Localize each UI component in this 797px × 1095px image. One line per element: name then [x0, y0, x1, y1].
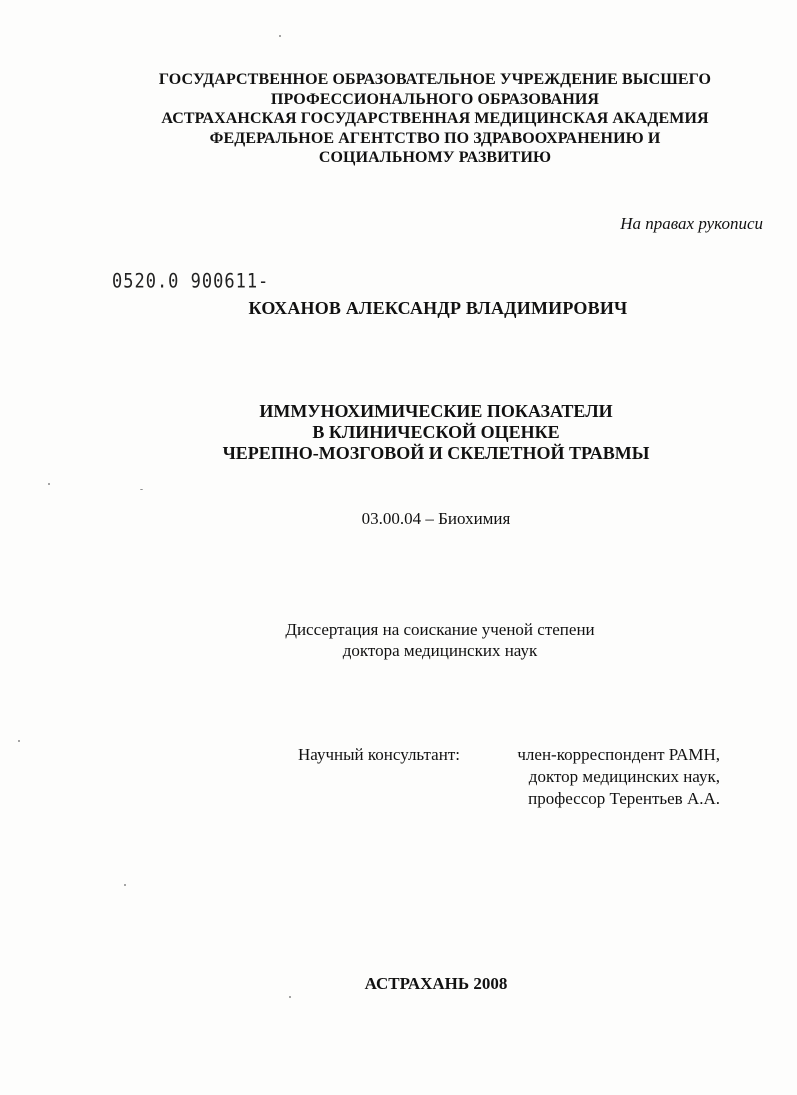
degree-line: доктора медицинских наук — [342, 641, 538, 660]
institution-line: ФЕДЕРАЛЬНОЕ АГЕНТСТВО ПО ЗДРАВООХРАНЕНИЮ И — [209, 129, 661, 147]
consultant-line: профессор Терентьев А.А. — [528, 789, 720, 808]
institution-line: АСТРАХАНСКАЯ ГОСУДАРСТВЕННАЯ МЕДИЦИНСКАЯ АКАДЕМИЯ — [161, 110, 709, 127]
institution-line: СОЦИАЛЬНОМУ РАЗВИТИЮ — [318, 149, 552, 166]
institution-header — [100, 70, 770, 168]
title-line: ИММУНОХИМИЧЕСКИЕ ПОКАЗАТЕЛИ — [259, 401, 613, 421]
scan-speck — [279, 35, 281, 37]
title-line: ЧЕРЕПНО-МОЗГОВОЙ И СКЕЛЕТНОЙ ТРАВМЫ — [222, 443, 650, 463]
title-line: В КЛИНИЧЕСКОЙ ОЦЕНКЕ — [312, 422, 560, 442]
dissertation-title — [100, 401, 772, 464]
city-year: АСТРАХАНЬ 2008 — [364, 974, 508, 993]
degree-line: Диссертация на соискание ученой степени — [285, 620, 595, 639]
scan-speck — [140, 489, 143, 490]
scan-speck — [48, 483, 50, 485]
scan-speck — [289, 996, 291, 998]
scan-speck — [18, 740, 20, 742]
institution-line: ПРОФЕССИОНАЛЬНОГО ОБРАЗОВАНИЯ — [270, 90, 600, 108]
scan-speck — [124, 884, 126, 886]
consultant-line: доктор медицинских наук, — [528, 767, 720, 786]
degree-statement — [100, 619, 780, 661]
consultant-details — [478, 744, 720, 810]
archive-code-stamp: 0520.0 900611- — [112, 270, 270, 293]
rights-note: На правах рукописи — [620, 214, 763, 233]
specialty-code: 03.00.04 – Биохимия — [361, 509, 511, 528]
consultant-label: Научный консультант: — [298, 745, 460, 764]
institution-line: ГОСУДАРСТВЕННОЕ ОБРАЗОВАТЕЛЬНОЕ УЧРЕЖДЕНИЕ ВЫСШЕГО — [158, 71, 712, 88]
consultant-line: член-корреспондент РАМН, — [517, 745, 720, 764]
author-name: КОХАНОВ АЛЕКСАНДР ВЛАДИМИРОВИЧ — [248, 298, 628, 318]
